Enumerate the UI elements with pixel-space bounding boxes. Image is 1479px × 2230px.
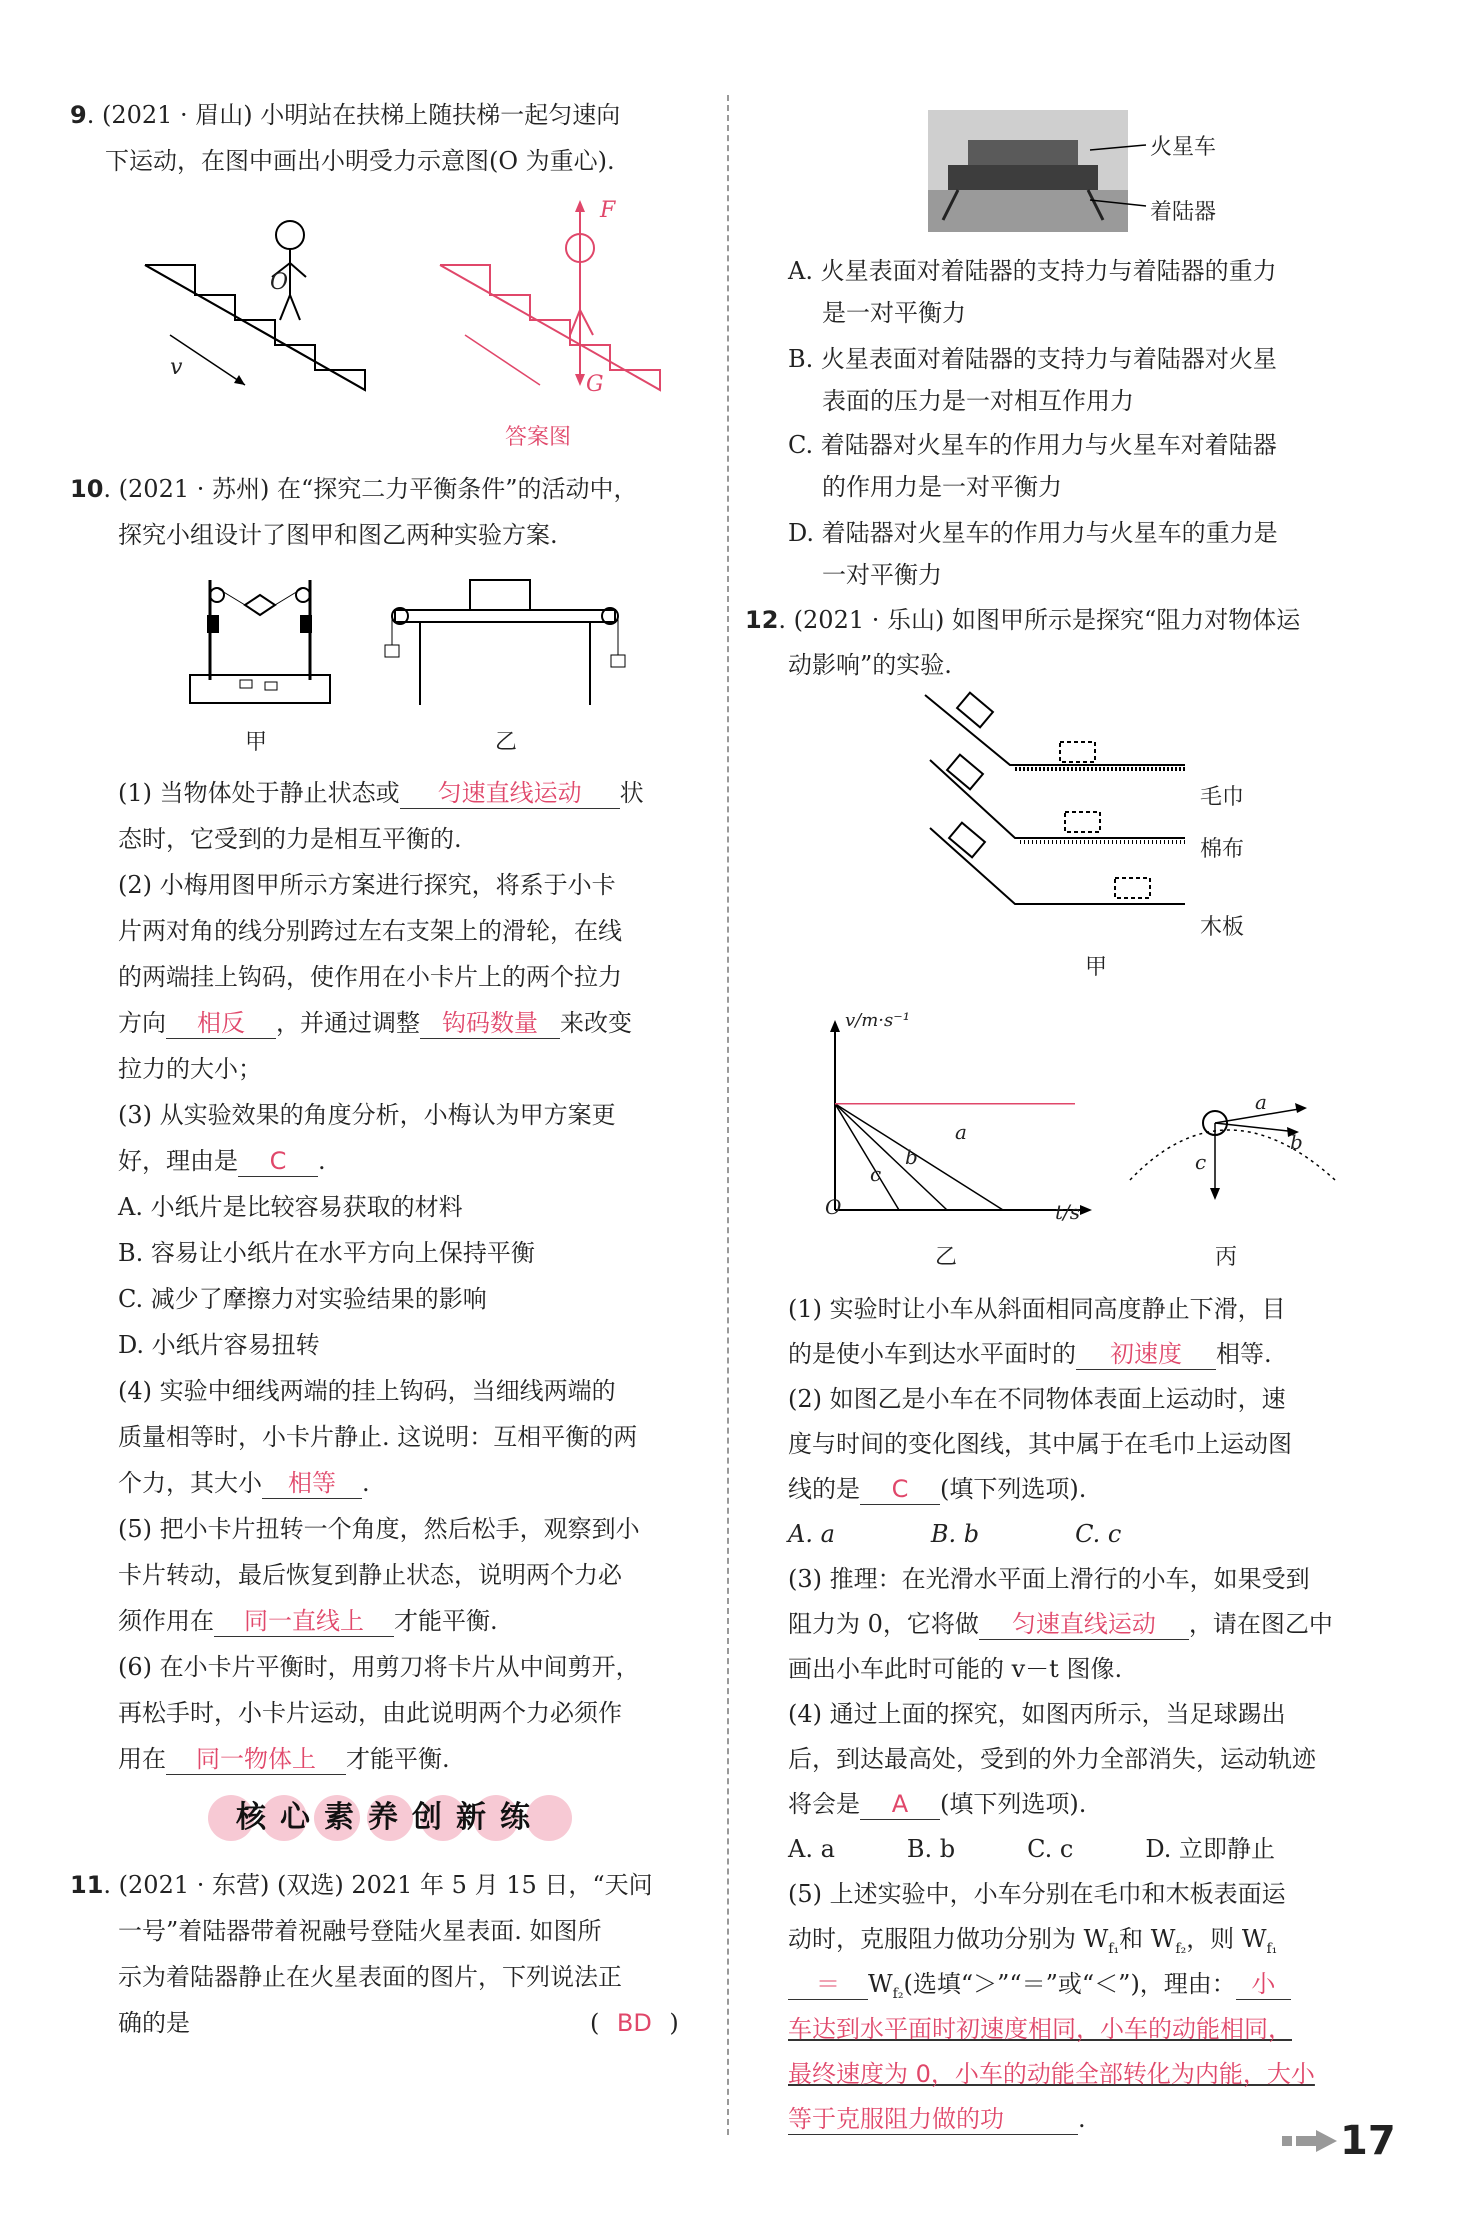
answer-blank: 初速度 xyxy=(1076,1339,1216,1370)
q12-p4-l1: (4) 通过上面的探究，如图丙所示，当足球踢出 xyxy=(788,1700,1286,1728)
caption-c: 丙 xyxy=(1215,1245,1238,1270)
answer-blank: 相反 xyxy=(166,1008,276,1039)
answer-blank: A xyxy=(860,1789,940,1820)
q11-line3: 示为着陆器静止在火星表面的图片，下列说法正 xyxy=(118,1963,622,1991)
option-a-l1: A. 火星表面对着陆器的支持力与着陆器的重力 xyxy=(788,257,1277,285)
answer-blank: 相等 xyxy=(262,1468,362,1499)
q10-p5-l3: 须作用在 同一直线上 才能平衡. xyxy=(118,1607,498,1635)
q12-p4-l2: 后，到达最高处，受到的外力全部消失，运动轨迹 xyxy=(788,1745,1316,1773)
q10-p4-l2: 质量相等时，小卡片静止. 这说明：互相平衡的两 xyxy=(118,1423,638,1451)
q12-p5-l1: (5) 上述实验中，小车分别在毛巾和木板表面运 xyxy=(788,1880,1286,1908)
q12-p4-l3: 将会是 A (填下列选项). xyxy=(788,1790,1087,1818)
caption-b: 乙 xyxy=(935,1245,958,1270)
x-axis-arrow xyxy=(1080,1205,1092,1215)
option-c: C. 减少了摩擦力对实验结果的影响 xyxy=(118,1285,487,1313)
q10-p2-l1: (2) 小梅用图甲所示方案进行探究，将系于小卡 xyxy=(118,871,616,899)
q9-line2: 下运动，在图中画出小明受力示意图(O 为重心). xyxy=(105,147,615,175)
q12-p5-l4: 车达到水平面时初速度相同，小车的动能相同， xyxy=(788,2015,1292,2043)
q10-p6-l3: 用在 同一物体上 才能平衡. xyxy=(118,1745,450,1773)
caption-a: 甲 xyxy=(245,730,268,755)
q10-p6-l2: 再松手时，小卡片运动，由此说明两个力必须作 xyxy=(118,1699,622,1727)
q12-p5-l5: 最终速度为 0，小车的动能全部转化为内能，大小 xyxy=(788,2060,1315,2088)
traj-c-label: c xyxy=(1195,1150,1207,1174)
q12-p3-l2: 阻力为 0，它将做 匀速直线运动 ，请在图乙中 xyxy=(788,1610,1333,1638)
q12-p5-l3: ＝ $W_{f_2}$(选填“＞”“＝”或“＜”)，理由： 小 xyxy=(788,1969,1291,2009)
question-number: 11 xyxy=(70,1871,104,1899)
option-c-l2: 的作用力是一对平衡力 xyxy=(822,473,1062,501)
line-c-label: c xyxy=(870,1162,882,1186)
q9-line1: 9. (2021 · 眉山) 小明站在扶梯上随扶梯一起匀速向 xyxy=(70,101,621,129)
option-b-l2: 表面的压力是一对相互作用力 xyxy=(822,387,1134,415)
series-line-c xyxy=(835,1104,899,1210)
q10-p3-l2: 好，理由是 C . xyxy=(118,1147,326,1175)
q12-p2-l2: 度与时间的变化图线，其中属于在毛巾上运动图 xyxy=(788,1430,1292,1458)
q12-p1-l1: (1) 实验时让小车从斜面相同高度静止下滑，目 xyxy=(788,1295,1286,1323)
option-b: B. 容易让小纸片在水平方向上保持平衡 xyxy=(118,1239,535,1267)
q12-p4-options: A. a B. b C. c D. 立即静止 xyxy=(788,1835,1276,1863)
answer-blank: 钩码数量 xyxy=(420,1008,560,1039)
option-d-l2: 一对平衡力 xyxy=(822,561,942,589)
ball-trajectory-figure xyxy=(1125,1090,1345,1210)
label-v: v xyxy=(170,355,183,380)
q10-p2-l4: 方向 相反 ，并通过调整 钩码数量 来改变 xyxy=(118,1009,632,1037)
q10-p2-l5: 拉力的大小； xyxy=(118,1055,262,1083)
answer-blank: C xyxy=(860,1474,940,1505)
q10-p1: (1) 当物体处于静止状态或 匀速直线运动 状 xyxy=(118,779,644,807)
caption-b: 乙 xyxy=(495,730,518,755)
option-c-l1: C. 着陆器对火星车的作用力与火星车对着陆器 xyxy=(788,431,1277,459)
page-arrow-icon xyxy=(1282,2130,1337,2152)
q11-line4: 确的是 xyxy=(118,2009,190,2037)
option-a-l2: 是一对平衡力 xyxy=(822,299,966,327)
answer-blank: 同一物体上 xyxy=(166,1744,346,1775)
incline-experiment-figure xyxy=(920,690,1200,920)
q12-p2-l3: 线的是 C (填下列选项). xyxy=(788,1475,1087,1503)
q12-line1: 12. (2021 · 乐山) 如图甲所示是探究“阻力对物体运 xyxy=(745,606,1301,634)
answer-blank: ＝ xyxy=(788,1969,868,2000)
column-divider xyxy=(727,95,729,2135)
axis-y-label: v/m·s⁻¹ xyxy=(845,1010,910,1031)
axis-origin-label: O xyxy=(825,1195,842,1219)
q10-p5-l2: 卡片转动，最后恢复到静止状态，说明两个力必 xyxy=(118,1561,622,1589)
option-d: D. 小纸片容易扭转 xyxy=(118,1331,320,1359)
page-number: 17 xyxy=(1340,2118,1396,2164)
label-o: O xyxy=(270,270,289,295)
answer-blank: 匀速直线运动 xyxy=(979,1609,1189,1640)
series-line-b xyxy=(835,1104,947,1210)
q10-p5-l1: (5) 把小卡片扭转一个角度，然后松手，观察到小 xyxy=(118,1515,640,1543)
q10-p2-l2: 片两对角的线分别跨过左右支架上的滑轮，在线 xyxy=(118,917,622,945)
label-g: G xyxy=(586,372,604,397)
label-rover: 火星车 xyxy=(1150,135,1217,160)
q12-p3-l1: (3) 推理：在光滑水平面上滑行的小车，如果受到 xyxy=(788,1565,1310,1593)
section-banner xyxy=(205,1792,575,1844)
q12-p1-l2: 的是使小车到达水平面时的 初速度 相等. xyxy=(788,1340,1272,1368)
line-b-label: b xyxy=(905,1145,918,1169)
question-number: 12 xyxy=(745,606,779,634)
figure-caption: 答案图 xyxy=(505,425,572,450)
caption-a: 甲 xyxy=(1085,955,1108,980)
traj-b-label: b xyxy=(1290,1130,1303,1154)
label-f: F xyxy=(600,198,616,223)
apparatus-b-figure xyxy=(385,575,625,710)
section-title: 核心素养创新练 xyxy=(236,1800,544,1835)
q10-p6-l1: (6) 在小卡片平衡时，用剪刀将卡片从中间剪开， xyxy=(118,1653,640,1681)
label-cotton: 棉布 xyxy=(1200,837,1245,862)
q12-p5-l2: 动时，克服阻力做功分别为 $W_{f_1}$和 $W_{f_2}$，则 $W_{f_1}$ xyxy=(788,1925,1278,1957)
y-axis-arrow xyxy=(830,1020,840,1032)
q10-p2-l3: 的两端挂上钩码，使作用在小卡片上的两个拉力 xyxy=(118,963,622,991)
q11-line2: 一号”着陆器带着祝融号登陆火星表面. 如图所 xyxy=(118,1917,602,1945)
q10-line2: 探究小组设计了图甲和图乙两种实验方案. xyxy=(118,521,558,549)
option-d-l1: D. 着陆器对火星车的作用力与火星车的重力是 xyxy=(788,519,1278,547)
escalator-answer-figure xyxy=(435,200,680,400)
q11-answer: ( BD ) xyxy=(590,2009,679,2037)
q10-p4-l3: 个力，其大小 相等 . xyxy=(118,1469,370,1497)
q11-line1: 11. (2021 · 东营) (双选) 2021 年 5 月 15 日，“天问 xyxy=(70,1871,653,1899)
q10-line1: 10. (2021 · 苏州) 在“探究二力平衡条件”的活动中， xyxy=(70,475,638,503)
answer-blank: C xyxy=(238,1146,318,1177)
answer-blank: 小 xyxy=(1236,1969,1291,2000)
option-a: A. 小纸片是比较容易获取的材料 xyxy=(118,1193,463,1221)
answer-blank: 匀速直线运动 xyxy=(400,778,620,809)
series-line-a xyxy=(835,1104,1003,1210)
label-lander: 着陆器 xyxy=(1150,200,1217,225)
q10-p1-cont: 态时，它受到的力是相互平衡的. xyxy=(118,825,462,853)
apparatus-a-figure xyxy=(185,570,335,710)
line-a-label: a xyxy=(955,1120,967,1144)
answer-blank: 同一直线上 xyxy=(214,1606,394,1637)
traj-a-label: a xyxy=(1255,1090,1267,1114)
label-towel: 毛巾 xyxy=(1200,785,1245,810)
q12-p2-options: A. a B. b C. c xyxy=(788,1520,1122,1548)
q12-line2: 动影响”的实验. xyxy=(788,651,952,679)
option-b-l1: B. 火星表面对着陆器的支持力与着陆器对火星 xyxy=(788,345,1277,373)
lander-pointer-lines xyxy=(1090,140,1150,210)
q12-p3-l3: 画出小车此时可能的 v－t 图像. xyxy=(788,1655,1123,1683)
question-number: 9 xyxy=(70,101,87,129)
label-board: 木板 xyxy=(1200,915,1245,940)
q12-p2-l1: (2) 如图乙是小车在不同物体表面上运动时，速 xyxy=(788,1385,1286,1413)
question-number: 10 xyxy=(70,475,104,503)
q10-p4-l1: (4) 实验中细线两端的挂上钩码，当细线两端的 xyxy=(118,1377,616,1405)
axis-x-label: t/s xyxy=(1055,1200,1081,1224)
q10-p3-l1: (3) 从实验效果的角度分析，小梅认为甲方案更 xyxy=(118,1101,616,1129)
q12-p5-l6: 等于克服阻力做的功 . xyxy=(788,2105,1086,2133)
